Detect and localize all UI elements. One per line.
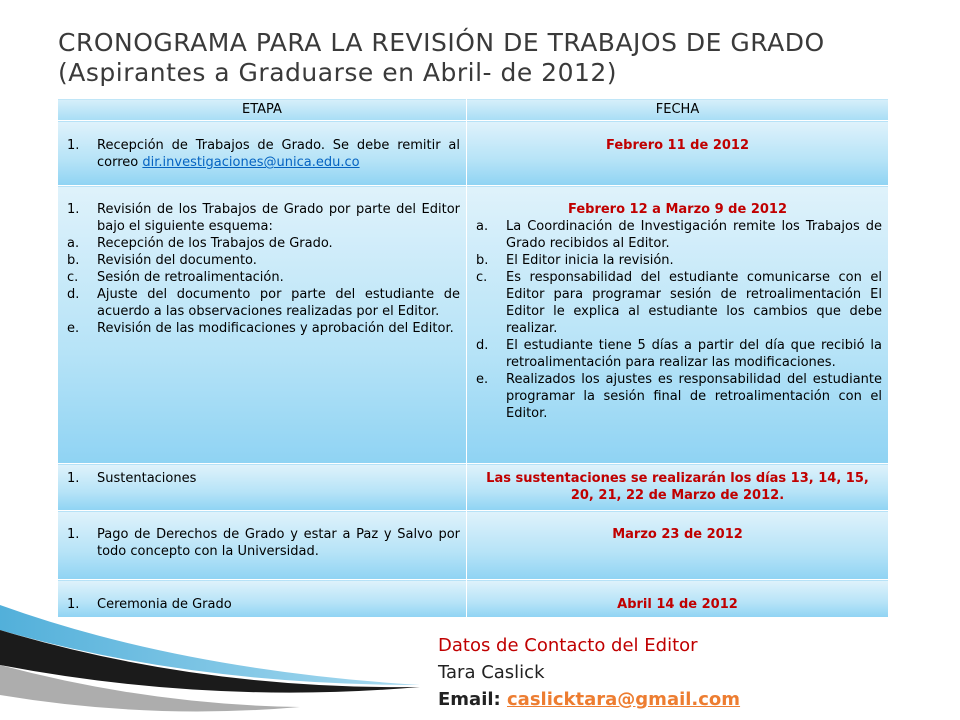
stage-text: Sustentaciones (97, 471, 197, 486)
stage-text: Recepción de Trabajos de Grado. Se debe remitir al correo (97, 138, 460, 170)
date-text: Febrero 11 de 2012 (605, 138, 750, 153)
stage-text: Revisión de los Trabajos de Grado por parte del Editor bajo el siguiente esquema: (97, 202, 460, 234)
sub-text: La Coordinación de Investigación remite los Trabajos de Grado recibidos al Editor. (506, 219, 882, 251)
stage-text: Ceremonia de Grado (97, 597, 232, 612)
title-line-1: CRONOGRAMA PARA LA REVISIÓN DE TRABAJOS DE GRADO (58, 28, 825, 57)
email-line (438, 686, 838, 713)
editor-email-link[interactable]: caslicktara@gmail.com (507, 689, 741, 710)
title-line-2: (Aspirantes a Graduarse en Abril- de 2012) (58, 58, 618, 87)
sub-text: Ajuste del documento por parte del estudiante de acuerdo a las observaciones realizadas por el Editor. (97, 287, 460, 319)
sub-text: Realizados los ajustes es responsabilidad del estudiante programar la sesión final de retroalimentación con el Editor. (506, 372, 882, 421)
stage-cell (58, 186, 467, 464)
schedule-table (57, 98, 889, 618)
email-label: Email: (438, 689, 508, 710)
stage-number: 1. (67, 597, 80, 612)
sub-label: d. (476, 338, 489, 353)
sub-label: e. (67, 321, 80, 336)
date-text: Las sustentaciones se realizarán los días 13, 14, 15, 20, 21, 22 de Marzo de 2012. (486, 471, 869, 503)
sub-label: d. (67, 287, 80, 302)
sub-label: c. (476, 270, 488, 285)
stage-cell (58, 464, 467, 511)
stage-number: 1. (67, 202, 80, 217)
date-cell (467, 121, 889, 186)
sub-label: e. (476, 372, 489, 387)
stage-number: 1. (67, 471, 80, 486)
header-etapa: ETAPA (58, 99, 467, 121)
header-fecha: FECHA (467, 99, 889, 121)
investigaciones-email-link[interactable]: dir.investigaciones@unica.edu.co (142, 155, 360, 170)
page-title (58, 28, 938, 88)
date-text: Abril 14 de 2012 (617, 597, 738, 612)
date-cell (467, 511, 889, 580)
table-row (58, 511, 889, 580)
sub-text: Revisión del documento. (97, 253, 257, 268)
date-text: Marzo 23 de 2012 (612, 527, 743, 542)
stage-number: 1. (67, 138, 80, 153)
sub-label: b. (67, 253, 80, 268)
stage-cell (58, 511, 467, 580)
editor-name: Tara Caslick (438, 662, 545, 683)
sub-text: Sesión de retroalimentación. (97, 270, 284, 285)
date-text: Febrero 12 a Marzo 9 de 2012 (567, 202, 788, 217)
sub-label: a. (476, 219, 489, 234)
sub-text: Recepción de los Trabajos de Grado. (97, 236, 333, 251)
date-cell (467, 186, 889, 464)
sub-text: Es responsabilidad del estudiante comunicarse con el Editor para programar sesión de retroalimentación El Editor le explica al estudiante los cambios que debe realizar. (506, 270, 882, 336)
sub-text: El Editor inicia la revisión. (506, 253, 674, 268)
editor-contact (438, 632, 838, 713)
header-row (58, 99, 889, 121)
date-cell (467, 580, 889, 618)
stage-text: Pago de Derechos de Grado y estar a Paz y Salvo por todo concepto con la Universidad. (97, 527, 460, 559)
sub-label: a. (67, 236, 80, 251)
sub-text: Revisión de las modificaciones y aprobación del Editor. (97, 321, 454, 336)
table-row (58, 464, 889, 511)
sub-label: b. (476, 253, 489, 268)
table-row (58, 186, 889, 464)
stage-cell (58, 121, 467, 186)
table-row (58, 121, 889, 186)
stage-number: 1. (67, 527, 80, 542)
contact-heading: Datos de Contacto del Editor (438, 635, 698, 656)
date-cell (467, 464, 889, 511)
sub-text: El estudiante tiene 5 días a partir del día que recibió la retroalimentación para realizar las modificaciones. (506, 338, 882, 370)
sub-label: c. (67, 270, 79, 285)
decorative-swoosh (0, 575, 420, 720)
